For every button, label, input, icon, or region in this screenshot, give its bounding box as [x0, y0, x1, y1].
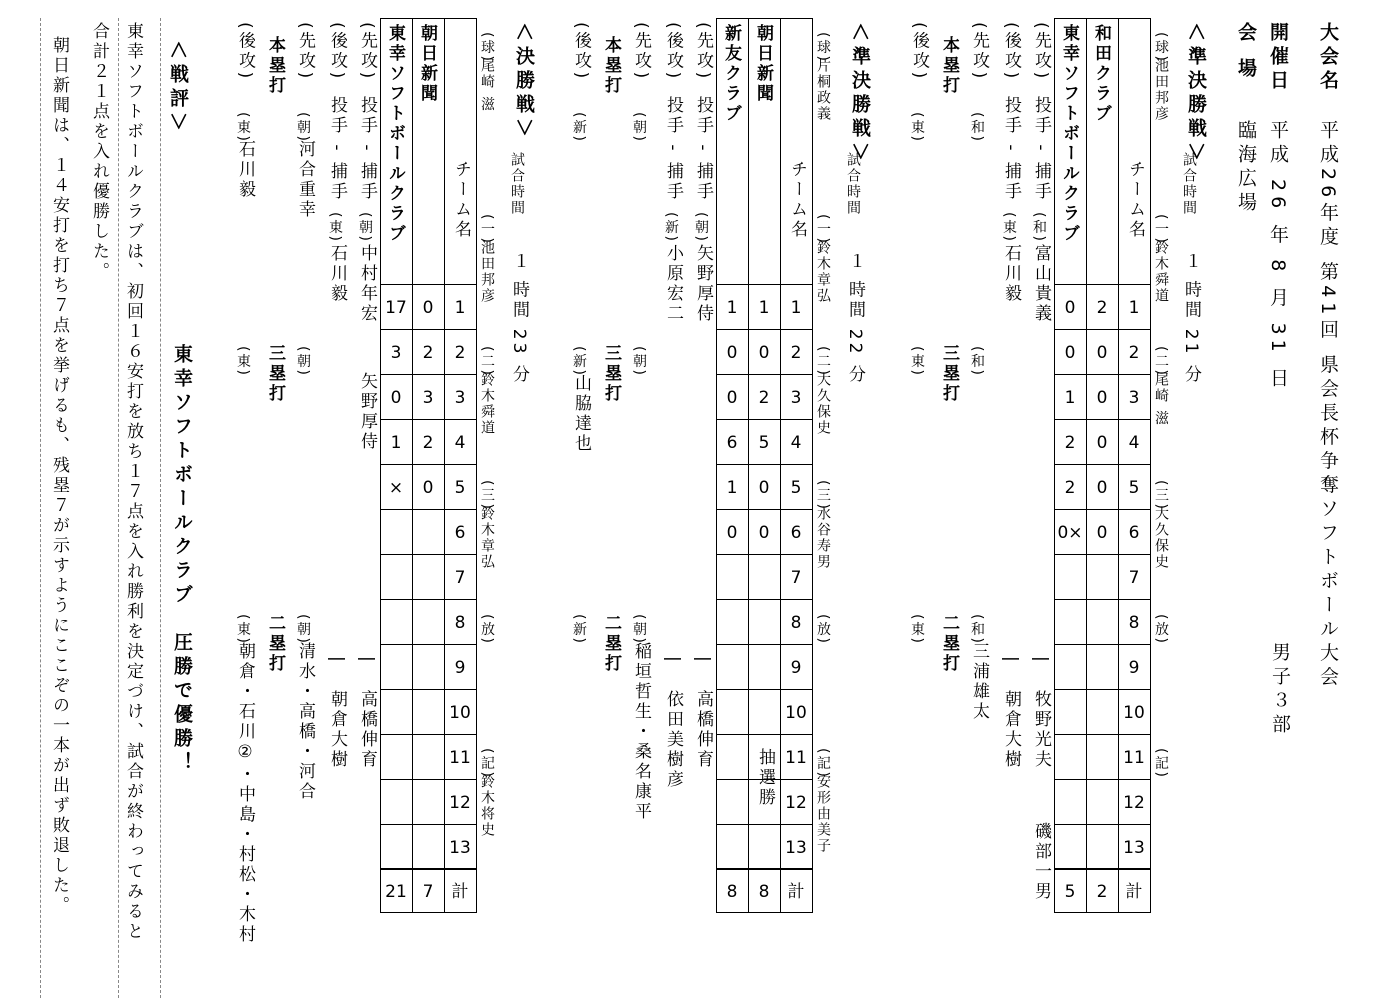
semi1-table-row: [1054, 554, 1150, 555]
final-team-b-score: 3: [390, 343, 402, 363]
final-team-b-score: 0: [390, 388, 402, 408]
semi2-table-row: [716, 824, 812, 825]
semi1-table-row: [1054, 464, 1150, 465]
semi1-time: １ 時間 21 分: [1181, 252, 1201, 385]
semi1-umpire-name: 鈴木舜道: [1153, 240, 1169, 304]
semi1-table-row: [1054, 329, 1150, 330]
semi2-inning-number: 9: [790, 658, 802, 678]
semi1-battery-go-label: (後攻): [1001, 22, 1021, 82]
final-team-b-name: 東幸ソフトボールクラブ: [385, 24, 405, 244]
semi1-battery-sen-extra: 磯部一男: [1031, 822, 1051, 902]
semi2-umpire-name: 大久保史: [815, 372, 831, 436]
final-inning-number: 11: [449, 748, 471, 768]
semi2-battery-sen-dash: |: [693, 656, 713, 665]
semi2-battery-sen-catcher: 高橋伸育: [693, 690, 713, 770]
semi2-time: １ 時間 22 分: [845, 252, 865, 385]
semi1-team-b-score: 0: [1064, 343, 1076, 363]
semi2-team-b-score: 1: [726, 298, 738, 318]
semi2-inning-number: 1: [790, 298, 802, 318]
semi1-title: ＜準決勝戦＞: [1185, 22, 1207, 167]
semi2-table-row: [716, 599, 812, 600]
semi1-table-row: [1054, 374, 1150, 375]
semi2-team-a-total: 8: [758, 882, 770, 902]
semi1-table-row: [1054, 599, 1150, 600]
semi1-umpire-role: (球): [1153, 32, 1169, 63]
final-umpire-role: (放): [479, 614, 495, 645]
final-hr-go-name: 石川毅: [235, 140, 255, 200]
semi1-inning-number: 3: [1128, 388, 1140, 408]
final-total-label: 計: [451, 882, 469, 902]
semi2-inning-number: 4: [790, 433, 802, 453]
semi2-table-row: [716, 464, 812, 465]
semi1-team-a-score: 0: [1096, 388, 1108, 408]
final-table-row: [380, 554, 476, 555]
semi2-table-top: [716, 18, 812, 19]
semi2-lottery-note: 抽選勝: [755, 748, 775, 808]
semi2-battery-go-team: (新): [663, 212, 679, 243]
final-inning-number: 3: [454, 388, 466, 408]
semi2-hr-label: 本塁打: [601, 36, 621, 96]
final-table-row: [380, 419, 476, 420]
final-team-a-score: 0: [422, 298, 434, 318]
final-umpire-name: 鈴木舜道: [479, 372, 495, 436]
final-inning-number: 12: [449, 793, 471, 813]
semi2-table-total-row: [716, 868, 812, 870]
final-inning-number: 4: [454, 433, 466, 453]
semi2-inning-number: 12: [785, 793, 807, 813]
final-battery-go-label: (後攻): [327, 22, 347, 82]
final-table-row: [380, 599, 476, 600]
semi2-table-right: [812, 18, 813, 913]
final-umpire-name: 池田邦彦: [479, 240, 495, 304]
semi2-double-sen-team: (朝): [631, 614, 647, 645]
semi1-team-a-score: 0: [1096, 478, 1108, 498]
final-table-top: [380, 18, 476, 19]
semi1-umpire-role: (三): [1153, 480, 1169, 511]
final-hr-sen-label: (先攻): [295, 22, 315, 82]
review-divider: [160, 18, 161, 998]
semi2-battery-go-label: (後攻): [663, 22, 683, 82]
semi2-umpire-name: 水谷寿男: [815, 506, 831, 570]
semi2-title: ＜準決勝戦＞: [849, 22, 871, 167]
final-battery-go-dash: |: [327, 656, 347, 665]
semi1-inning-number: 8: [1128, 613, 1140, 633]
semi2-umpire-role: (一): [815, 214, 831, 245]
semi1-inning-number: 5: [1128, 478, 1140, 498]
semi2-double-go-team: (新): [571, 614, 587, 645]
final-battery-sen-team: (朝): [357, 212, 373, 243]
final-team-b-total: 21: [385, 882, 407, 902]
semi1-team-b-score: 2: [1064, 478, 1076, 498]
final-battery-go-pos: 投手 - 捕手: [327, 96, 347, 202]
final-triple-go-team: (東): [235, 346, 251, 377]
semi1-table-row: [1054, 779, 1150, 780]
final-battery-sen-pitcher: 中村年宏: [357, 244, 377, 324]
final-time-label: 試合時間: [509, 152, 525, 216]
semi1-battery-sen-pos: 投手 - 捕手: [1031, 96, 1051, 202]
final-team-b-score: 1: [390, 433, 402, 453]
semi1-table-row: [1054, 824, 1150, 825]
semi2-hr-go-label: (後攻): [571, 22, 591, 82]
semi2-inning-number: 7: [790, 568, 802, 588]
final-double-sen-team: (朝): [295, 614, 311, 645]
semi1-inning-number: 6: [1128, 523, 1140, 543]
final-team-a-score: 0: [422, 478, 434, 498]
semi1-triple-go-team: (東): [909, 346, 925, 377]
semi1-battery-sen-dash: |: [1031, 656, 1051, 665]
semi1-inning-number: 11: [1123, 748, 1145, 768]
semi2-inning-number: 3: [790, 388, 802, 408]
final-battery-sen-catcher: 高橋伸育: [357, 690, 377, 770]
semi2-triple-go-team: (新): [571, 346, 587, 377]
semi2-team-a-score: 5: [758, 433, 770, 453]
semi2-team-b-score: 0: [726, 388, 738, 408]
final-team-b-score: 17: [385, 298, 407, 318]
final-inning-number: 1: [454, 298, 466, 318]
semi1-team-header: チーム名: [1125, 160, 1145, 240]
semi1-umpire-name: 大久保史: [1153, 506, 1169, 570]
semi1-team-a-score: 0: [1096, 343, 1108, 363]
semi2-team-b-score: 6: [726, 433, 738, 453]
final-umpire-role: (三): [479, 480, 495, 511]
review-title: ＜戦評＞: [167, 40, 189, 137]
division: 男子３部: [1269, 642, 1291, 738]
semi2-umpire-name: 片桐政義: [815, 58, 831, 122]
review-divider: [118, 18, 119, 998]
semi2-team-a-name: 朝日新聞: [753, 24, 773, 104]
semi1-umpire-role: (記): [1153, 748, 1169, 779]
final-double-go-name: 朝倉・石川②・中島・村松・木村: [235, 642, 255, 945]
semi1-team-b-score: 1: [1064, 388, 1076, 408]
semi1-team-a-score: 0: [1096, 523, 1108, 543]
kaisaibi: 平成 26 年 8 月 31 日: [1267, 120, 1289, 392]
semi1-triple-label: 三塁打: [939, 344, 959, 404]
final-inning-number: 9: [454, 658, 466, 678]
final-table-row: [380, 824, 476, 825]
semi1-table-row: [1054, 644, 1150, 645]
semi2-battery-go-pitcher: 小原宏二: [663, 244, 683, 324]
semi1-battery-sen-team: (和): [1031, 212, 1047, 243]
final-hr-go-label: (後攻): [235, 22, 255, 82]
semi2-time-label: 試合時間: [845, 152, 861, 216]
semi1-umpire-role: (一): [1153, 214, 1169, 245]
final-table-row: [380, 329, 476, 330]
semi1-team-a-score: 2: [1096, 298, 1108, 318]
semi2-table-row: [716, 374, 812, 375]
semi2-table-bottom: [716, 912, 812, 913]
semi1-table-row: [1054, 419, 1150, 420]
semi2-battery-go-pos: 投手 - 捕手: [663, 96, 683, 202]
final-title: ＜決勝戦＞: [513, 22, 535, 143]
semi1-team-a-total: 2: [1096, 882, 1108, 902]
semi1-table-right: [1150, 18, 1151, 913]
semi2-triple-label: 三塁打: [601, 344, 621, 404]
final-hr-label: 本塁打: [265, 36, 285, 96]
final-umpire-role: (球): [479, 32, 495, 63]
semi2-double-sen-name: 稲垣哲生・桑名康平: [631, 642, 651, 822]
final-double-go-team: (東): [235, 614, 251, 645]
final-inning-number: 2: [454, 343, 466, 363]
final-battery-sen-pos: 投手 - 捕手: [357, 96, 377, 202]
semi1-inning-number: 1: [1128, 298, 1140, 318]
final-umpire-name: 尾崎 滋: [479, 58, 495, 113]
final-umpire-name: 鈴木章弘: [479, 506, 495, 570]
semi1-inning-number: 4: [1128, 433, 1140, 453]
semi1-table-row: [1054, 734, 1150, 735]
final-table-row: [380, 374, 476, 375]
final-team-b-score: ×: [388, 478, 404, 498]
semi2-team-b-name: 新友クラブ: [721, 24, 741, 124]
final-table-row: [380, 689, 476, 690]
final-battery-go-pitcher: 石川毅: [327, 244, 347, 304]
final-team-a-score: 3: [422, 388, 434, 408]
review-divider: [40, 18, 41, 998]
final-umpire-role: (二): [479, 346, 495, 377]
review-line-3: 朝日新聞は、１４安打を打ち７点を挙げるも、残塁７が示すようにここぞの一本が出ず敗退した。: [49, 36, 69, 916]
taikai-name: 平成26年度 第41回 県会長杯争奪ソフトボール大会: [1317, 120, 1339, 691]
semi1-inning-number: 10: [1123, 703, 1145, 723]
semi2-inning-number: 8: [790, 613, 802, 633]
semi2-inning-number: 13: [785, 838, 807, 858]
semi2-double-label: 二塁打: [601, 614, 621, 674]
final-table-row: [380, 464, 476, 465]
semi1-double-sen-team: (和): [969, 614, 985, 645]
semi1-battery-go-pitcher: 石川毅: [1001, 244, 1021, 304]
semi2-hr-sen-team: (朝): [631, 112, 647, 143]
final-battery-sen-dash: |: [357, 656, 377, 665]
semi2-team-a-score: 2: [758, 388, 770, 408]
final-table-right: [476, 18, 477, 913]
final-table-row: [380, 779, 476, 780]
semi1-team-a-score: 0: [1096, 433, 1108, 453]
final-team-a-total: 7: [422, 882, 434, 902]
final-hr-go-team: (東): [235, 112, 251, 143]
semi1-inning-number: 9: [1128, 658, 1140, 678]
semi2-table-row: [716, 689, 812, 690]
semi2-team-b-score: 0: [726, 343, 738, 363]
semi2-inning-number: 10: [785, 703, 807, 723]
semi1-double-label: 二塁打: [939, 614, 959, 674]
semi1-hr-go-team: (東): [909, 112, 925, 143]
semi2-team-a-score: 1: [758, 298, 770, 318]
semi2-umpire-role: (球): [815, 32, 831, 63]
semi2-table-row: [716, 509, 812, 510]
semi1-table-row: [1054, 509, 1150, 510]
semi1-triple-sen-team: (和): [969, 346, 985, 377]
semi2-inning-number: 2: [790, 343, 802, 363]
semi1-battery-go-dash: |: [1001, 656, 1021, 665]
semi1-umpire-name: 池田邦彦: [1153, 58, 1169, 122]
semi2-triple-go-name: 山脇達也: [571, 374, 591, 454]
semi1-table-bottom: [1054, 912, 1150, 913]
final-battery-sen-label: (先攻): [357, 22, 377, 82]
kaijo: 臨海広場: [1235, 120, 1257, 216]
final-inning-number: 7: [454, 568, 466, 588]
final-umpire-role: (一): [479, 214, 495, 245]
final-battery-sen-pitcher2: 矢野厚侍: [357, 372, 377, 452]
final-umpire-role: (記): [479, 748, 495, 779]
semi1-inning-number: 13: [1123, 838, 1145, 858]
review-line-2: 合計２１点を入れ優勝した。: [89, 22, 109, 282]
final-time: １ 時間 23 分: [509, 252, 529, 385]
final-inning-number: 6: [454, 523, 466, 543]
semi1-battery-sen-pitcher: 富山貴義: [1031, 244, 1051, 324]
semi1-battery-sen-label: (先攻): [1031, 22, 1051, 82]
semi2-umpire-name: 鈴木章弘: [815, 240, 831, 304]
semi2-team-a-score: 0: [758, 343, 770, 363]
semi2-team-a-score: 0: [758, 523, 770, 543]
semi1-team-b-score: 0: [1064, 298, 1076, 318]
semi2-team-a-score: 0: [758, 478, 770, 498]
semi2-hr-go-team: (新): [571, 112, 587, 143]
semi1-team-b-score: 2: [1064, 433, 1076, 453]
semi2-table-row: [716, 644, 812, 645]
semi1-hr-label: 本塁打: [939, 36, 959, 96]
semi1-double-sen-name: 三浦雄太: [969, 642, 989, 722]
final-table-total-row: [380, 868, 476, 870]
semi2-total-label: 計: [787, 882, 805, 902]
final-team-a-score: 2: [422, 343, 434, 363]
semi2-battery-go-catcher: 依田美樹彦: [663, 690, 683, 790]
final-triple-label: 三塁打: [265, 344, 285, 404]
semi2-inning-number: 5: [790, 478, 802, 498]
kaijo-label: 会 場: [1235, 22, 1257, 82]
semi2-umpire-role: (放): [815, 614, 831, 645]
final-table-row: [380, 284, 476, 285]
kaisaibi-label: 開催日: [1267, 22, 1289, 94]
final-hr-sen-team: (朝): [295, 112, 311, 143]
semi2-battery-sen-pitcher: 矢野厚侍: [693, 244, 713, 324]
final-team-a-score: 2: [422, 433, 434, 453]
semi1-hr-sen-label: (先攻): [969, 22, 989, 82]
semi1-battery-go-pos: 投手 - 捕手: [1001, 96, 1021, 202]
semi1-total-label: 計: [1125, 882, 1143, 902]
semi2-team-b-score: 0: [726, 523, 738, 543]
semi1-hr-sen-team: (和): [969, 112, 985, 143]
final-table-row: [380, 644, 476, 645]
semi1-battery-go-catcher: 朝倉大樹: [1001, 690, 1021, 770]
semi2-umpire-role: (記): [815, 748, 831, 779]
semi1-time-label: 試合時間: [1181, 152, 1197, 216]
semi1-hr-go-label: (後攻): [909, 22, 929, 82]
semi2-umpire-name: 安形由美子: [815, 774, 831, 854]
semi2-battery-go-dash: |: [663, 656, 683, 665]
semi2-battery-sen-team: (朝): [693, 212, 709, 243]
semi2-table-row: [716, 554, 812, 555]
final-hr-sen-name: 河合重幸: [295, 140, 315, 220]
final-triple-sen-team: (朝): [295, 346, 311, 377]
taikai-label: 大会名: [1317, 22, 1339, 94]
semi2-table-row: [716, 284, 812, 285]
semi1-team-b-score: 0×: [1057, 523, 1083, 543]
final-inning-number: 5: [454, 478, 466, 498]
final-umpire-name: 鈴木将史: [479, 774, 495, 838]
review-headline: 東幸ソフトボールクラブ 圧勝で優勝！: [171, 344, 193, 776]
semi1-table-row: [1054, 284, 1150, 285]
semi1-battery-sen-catcher: 牧野光夫: [1031, 690, 1051, 770]
semi1-umpire-name: 尾崎 滋: [1153, 372, 1169, 427]
semi2-team-b-total: 8: [726, 882, 738, 902]
semi2-team-b-score: 1: [726, 478, 738, 498]
final-table-row: [380, 734, 476, 735]
final-battery-go-team: (東): [327, 212, 343, 243]
final-battery-go-catcher: 朝倉大樹: [327, 690, 347, 770]
final-inning-number: 10: [449, 703, 471, 723]
semi1-table-row: [1054, 689, 1150, 690]
semi1-umpire-role: (放): [1153, 614, 1169, 645]
review-line-1: 東幸ソフトボールクラブは、初回１６安打を放ち１７点を入れ勝利を決定づけ、試合が終わってみると: [123, 22, 143, 942]
semi2-battery-sen-label: (先攻): [693, 22, 713, 82]
semi1-battery-go-team: (東): [1001, 212, 1017, 243]
semi2-hr-sen-label: (先攻): [631, 22, 651, 82]
final-table-row: [380, 509, 476, 510]
semi2-inning-number: 6: [790, 523, 802, 543]
semi2-umpire-role: (三): [815, 480, 831, 511]
semi2-table-row: [716, 419, 812, 420]
semi1-table-total-row: [1054, 868, 1150, 870]
semi2-table-row: [716, 734, 812, 735]
semi2-table-row: [716, 329, 812, 330]
semi1-double-go-team: (東): [909, 614, 925, 645]
final-table-bottom: [380, 912, 476, 913]
final-inning-number: 13: [449, 838, 471, 858]
semi1-team-a-name: 和田クラブ: [1091, 24, 1111, 124]
semi1-inning-number: 12: [1123, 793, 1145, 813]
final-double-label: 二塁打: [265, 614, 285, 674]
semi2-triple-sen-team: (朝): [631, 346, 647, 377]
semi2-battery-sen-pos: 投手 - 捕手: [693, 96, 713, 202]
final-inning-number: 8: [454, 613, 466, 633]
final-team-a-name: 朝日新聞: [417, 24, 437, 104]
semi2-team-header: チーム名: [787, 160, 807, 240]
semi1-team-b-name: 東幸ソフトボールクラブ: [1059, 24, 1079, 244]
final-double-sen-name: 清水・高橋・河合: [295, 642, 315, 802]
semi1-table-top: [1054, 18, 1150, 19]
semi2-umpire-role: (二): [815, 346, 831, 377]
semi1-inning-number: 2: [1128, 343, 1140, 363]
semi1-inning-number: 7: [1128, 568, 1140, 588]
semi2-inning-number: 11: [785, 748, 807, 768]
semi1-team-b-total: 5: [1064, 882, 1076, 902]
final-team-header: チーム名: [451, 160, 471, 240]
semi1-umpire-role: (二): [1153, 346, 1169, 377]
